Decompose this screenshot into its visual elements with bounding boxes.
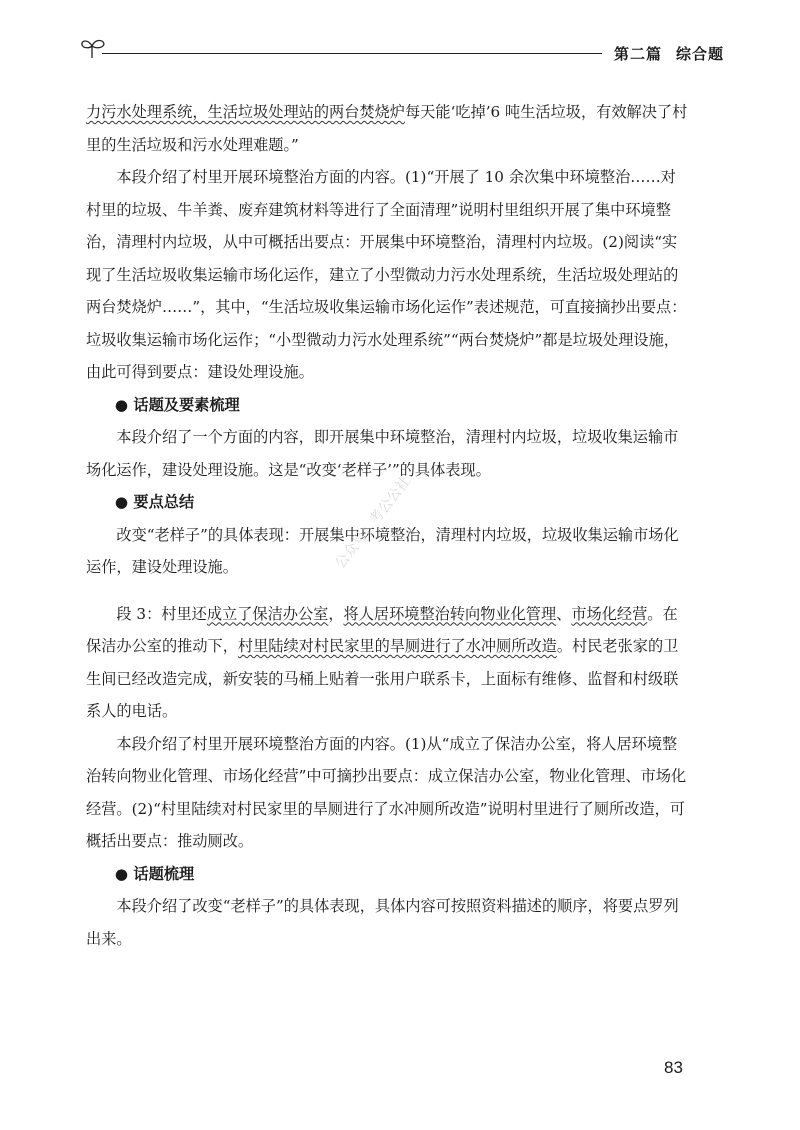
- paragraph-text: 本段介绍了村里开展环境整治方面的内容。(1)“开展了 10 余次集中环境整治……对村里的垃圾、牛羊粪、废弃建筑材料等进行了全面清理”说明村里组织开展了集中环境整治，清理村内垃圾，从中可概括出要点：开展集中环境整治，清理村内垃圾。(2)阅读“实现了生活垃圾收集运输市场化运作，建立了小型微动力污水处理系统，生活垃圾处理站的两台焚烧炉……”，其中，“生活垃圾收集运输市场化运作”表述规范，可直接摘抄出要点：垃圾收集运输市场化运作；“小型微动力污水处理系统”“两台焚烧炉”都是垃圾处理设施，由此可得到要点：建设处理设施。: [86, 168, 687, 381]
- underlined-text: 成立了保洁办公室: [206, 604, 329, 623]
- bullet-heading: [86, 389, 690, 422]
- paragraph-text: 段 3：村里还: [116, 604, 207, 623]
- page-number: 83: [664, 1058, 683, 1077]
- body-paragraph: [86, 161, 690, 389]
- bullet-heading-text: 话题梳理: [128, 864, 195, 883]
- body-paragraph: [86, 519, 690, 584]
- paragraph-text: 每天能‘吃掉’6 吨生活垃圾，有效解决了村里的生活垃圾和污水处理难题。”: [86, 103, 688, 154]
- paragraph-gap: [86, 584, 690, 598]
- underlined-text: 将人居环境整治转向物业化管理: [343, 604, 557, 623]
- body-paragraph: [86, 96, 690, 161]
- watermark: 公众号：考公公社: [332, 473, 414, 572]
- body-paragraph: [86, 421, 690, 486]
- paragraph-text: 本段介绍了改变“老样子”的具体表现，具体内容可按照资料描述的顺序，将要点罗列出来。: [86, 897, 679, 948]
- bullet-dot-icon: ●: [114, 395, 129, 414]
- body-paragraph: [86, 890, 690, 955]
- section-title: 综合题: [676, 45, 725, 63]
- underlined-text: 市场化经营: [571, 604, 648, 623]
- underlined-text: 村里陆续对村民家里的旱厕进行了水冲厕所改造: [237, 637, 557, 655]
- underlined-text: 力污水处理系统，生活垃圾处理站的两台焚烧炉: [86, 103, 405, 121]
- sprout-icon: [80, 36, 106, 64]
- paragraph-text: 本段介绍了村里开展环境整治方面的内容。(1)从“成立了保洁办公室，将人居环境整治转向物业化管理、市场化经营”中可摘抄出要点：成立保洁办公室，物业化管理、市场化经营。(2)“村里陆续对村民家里的旱厕进行了水冲厕所改造”说明村里进行了厕所改造，可概括出要点：推动厕改。: [86, 734, 687, 850]
- section-heading: [614, 43, 724, 64]
- paragraph-text: 本段介绍了一个方面的内容，即开展集中环境整治，清理村内垃圾，垃圾收集运输市场化运作，建设处理设施。这是“改变‘老样子’”的具体表现。: [86, 428, 679, 479]
- paragraph-text: 。在保洁办公室的推动下，: [86, 604, 678, 655]
- paragraph-text: 。村民老张家的卫生间已经改造完成，新安装的马桶上贴着一张用户联系卡，上面标有维修、监督和村级联系人的电话。: [86, 637, 679, 720]
- bullet-dot-icon: ●: [114, 493, 129, 511]
- body-paragraph: [86, 598, 690, 728]
- body-paragraph: [86, 728, 690, 858]
- paragraph-text: ，: [328, 604, 344, 623]
- bullet-heading: [86, 858, 690, 891]
- header-rule: [102, 53, 602, 54]
- bullet-dot-icon: ●: [114, 864, 129, 883]
- paragraph-text: 改变“老样子”的具体表现：开展集中环境整治，清理村内垃圾，垃圾收集运输市场化运作，建设处理设施。: [86, 525, 679, 576]
- bullet-heading-text: 要点总结: [128, 493, 195, 511]
- page-header: [78, 34, 725, 74]
- paragraph-text: 、: [556, 604, 572, 623]
- section-label: 第二篇: [614, 45, 663, 63]
- page-body: [86, 96, 690, 955]
- bullet-heading-text: 话题及要素梳理: [128, 395, 240, 414]
